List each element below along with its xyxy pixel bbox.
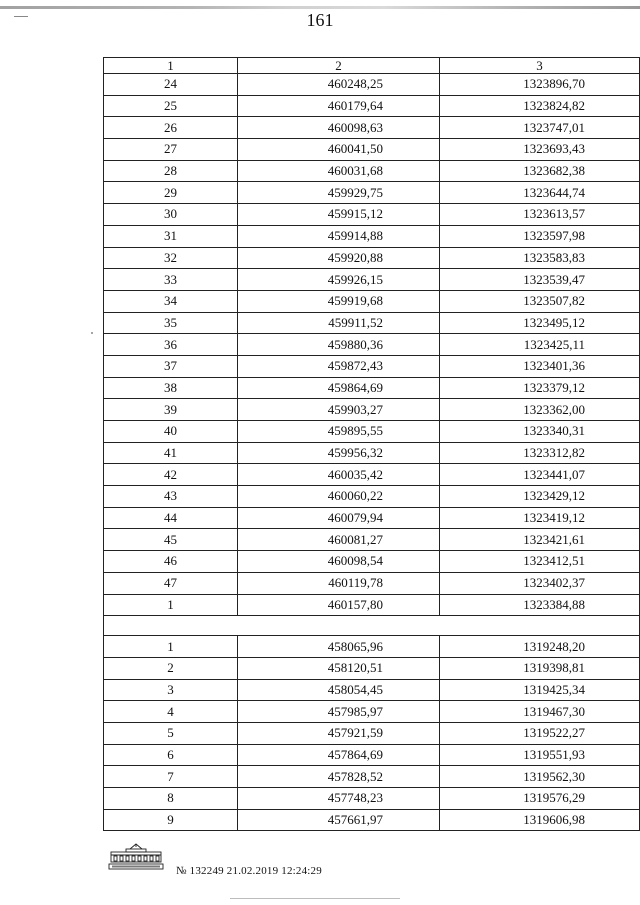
registry-building-stamp-icon [108, 843, 164, 871]
table-cell-col-2: 459920,88 [237, 247, 439, 269]
table-cell-col-2: 459911,52 [237, 312, 439, 334]
table-cell-col-3: 1323539,47 [439, 269, 639, 291]
table-row [104, 744, 640, 766]
table-row [104, 312, 640, 334]
table-row [104, 766, 640, 788]
table-cell-col-3: 1323312,82 [439, 442, 639, 464]
table-cell-col-1: 8 [104, 788, 238, 810]
table-cell-col-1: 42 [104, 464, 238, 486]
table-row [104, 355, 640, 377]
table-cell-col-3: 1323583,83 [439, 247, 639, 269]
table-row [104, 399, 640, 421]
table-cell-col-2: 457985,97 [237, 701, 439, 723]
header-col-2: 2 [237, 58, 439, 74]
table-cell-col-2: 457748,23 [237, 788, 439, 810]
table-cell-col-1: 2 [104, 657, 238, 679]
table-cell-col-2: 458065,96 [237, 636, 439, 658]
table-cell-col-2: 459864,69 [237, 377, 439, 399]
table-cell-col-3: 1323419,12 [439, 507, 639, 529]
table-cell-col-1: 45 [104, 529, 238, 551]
table-cell-col-3: 1323412,51 [439, 551, 639, 573]
table-row [104, 334, 640, 356]
table-cell-col-3: 1323597,98 [439, 225, 639, 247]
table-cell-col-3: 1323613,57 [439, 204, 639, 226]
table-cell-col-3: 1323402,37 [439, 572, 639, 594]
table-cell-col-3: 1323425,11 [439, 334, 639, 356]
table-cell-col-1: 46 [104, 551, 238, 573]
coordinates-table [103, 57, 640, 831]
table-cell-col-2: 460081,27 [237, 529, 439, 551]
table-cell-col-1: 24 [104, 74, 238, 96]
table-cell-col-2: 457921,59 [237, 722, 439, 744]
registration-stamp-text: № 132249 21.02.2019 12:24:29 [176, 865, 322, 877]
table-cell-col-1: 36 [104, 334, 238, 356]
table-row [104, 594, 640, 616]
table-header-row [104, 58, 640, 74]
table-row [104, 442, 640, 464]
table-cell-col-3: 1323429,12 [439, 486, 639, 508]
table-cell-col-3: 1323401,36 [439, 355, 639, 377]
table-cell-col-3: 1319425,34 [439, 679, 639, 701]
table-cell-col-2: 459903,27 [237, 399, 439, 421]
table-cell-col-3: 1319467,30 [439, 701, 639, 723]
table-cell-col-1: 4 [104, 701, 238, 723]
table-cell-col-3: 1323693,43 [439, 139, 639, 161]
table-cell-col-1: 5 [104, 722, 238, 744]
table-cell-col-3: 1323421,61 [439, 529, 639, 551]
page-number: 161 [306, 10, 334, 30]
table-separator-row [104, 616, 640, 636]
table-cell-col-2: 459895,55 [237, 421, 439, 443]
bottom-scan-edge [230, 898, 400, 899]
table-cell-col-3: 1323896,70 [439, 74, 639, 96]
table-row [104, 722, 640, 744]
table-cell-col-1: 27 [104, 139, 238, 161]
table-separator-cell [104, 616, 640, 636]
table-cell-col-1: 32 [104, 247, 238, 269]
table-row [104, 809, 640, 831]
table-cell-col-1: 26 [104, 117, 238, 139]
table-cell-col-3: 1319551,93 [439, 744, 639, 766]
table-row [104, 204, 640, 226]
table-row [104, 247, 640, 269]
table-cell-col-1: 43 [104, 486, 238, 508]
table-cell-col-1: 1 [104, 636, 238, 658]
scan-speck [91, 332, 93, 334]
table-row [104, 139, 640, 161]
table-cell-col-3: 1323824,82 [439, 95, 639, 117]
table-row [104, 657, 640, 679]
table-cell-col-1: 37 [104, 355, 238, 377]
table-cell-col-2: 460157,80 [237, 594, 439, 616]
table-cell-col-2: 460119,78 [237, 572, 439, 594]
table-cell-col-1: 9 [104, 809, 238, 831]
header-col-3: 3 [439, 58, 639, 74]
table-row [104, 182, 640, 204]
table-cell-col-2: 458054,45 [237, 679, 439, 701]
table-cell-col-3: 1323747,01 [439, 117, 639, 139]
table-cell-col-1: 35 [104, 312, 238, 334]
table-cell-col-1: 47 [104, 572, 238, 594]
table-row [104, 74, 640, 96]
table-cell-col-3: 1319398,81 [439, 657, 639, 679]
table-cell-col-2: 460098,63 [237, 117, 439, 139]
table-cell-col-3: 1323384,88 [439, 594, 639, 616]
table-cell-col-2: 460060,22 [237, 486, 439, 508]
table-row [104, 486, 640, 508]
table-cell-col-3: 1323507,82 [439, 290, 639, 312]
table-row [104, 551, 640, 573]
table-cell-col-2: 459915,12 [237, 204, 439, 226]
table-cell-col-2: 460031,68 [237, 160, 439, 182]
table-cell-col-1: 44 [104, 507, 238, 529]
header-col-1: 1 [104, 58, 238, 74]
table-cell-col-2: 457661,97 [237, 809, 439, 831]
table-cell-col-1: 1 [104, 594, 238, 616]
table-row [104, 507, 640, 529]
table-cell-col-3: 1319248,20 [439, 636, 639, 658]
table-cell-col-2: 459956,32 [237, 442, 439, 464]
table-cell-col-3: 1323495,12 [439, 312, 639, 334]
table-cell-col-1: 33 [104, 269, 238, 291]
table-cell-col-1: 34 [104, 290, 238, 312]
table-cell-col-2: 457828,52 [237, 766, 439, 788]
table-row [104, 117, 640, 139]
table-cell-col-1: 6 [104, 744, 238, 766]
table-cell-col-2: 460179,64 [237, 95, 439, 117]
table-cell-col-3: 1323379,12 [439, 377, 639, 399]
table-cell-col-2: 460035,42 [237, 464, 439, 486]
table-cell-col-1: 30 [104, 204, 238, 226]
table-cell-col-1: 28 [104, 160, 238, 182]
table-cell-col-1: 41 [104, 442, 238, 464]
table-cell-col-2: 459919,68 [237, 290, 439, 312]
table-row [104, 701, 640, 723]
table-cell-col-1: 3 [104, 679, 238, 701]
table-cell-col-3: 1323362,00 [439, 399, 639, 421]
table-cell-col-3: 1319562,30 [439, 766, 639, 788]
table-row [104, 421, 640, 443]
table-row [104, 464, 640, 486]
table-row [104, 572, 640, 594]
table-cell-col-2: 460041,50 [237, 139, 439, 161]
table-row [104, 529, 640, 551]
top-scan-edge [0, 6, 640, 9]
table-cell-col-2: 459880,36 [237, 334, 439, 356]
table-cell-col-2: 459872,43 [237, 355, 439, 377]
table-cell-col-2: 459929,75 [237, 182, 439, 204]
table-cell-col-2: 458120,51 [237, 657, 439, 679]
table-cell-col-1: 38 [104, 377, 238, 399]
table-row [104, 377, 640, 399]
table-cell-col-1: 29 [104, 182, 238, 204]
table-cell-col-3: 1319522,27 [439, 722, 639, 744]
table-cell-col-3: 1319576,29 [439, 788, 639, 810]
table-row [104, 788, 640, 810]
table-cell-col-2: 459926,15 [237, 269, 439, 291]
table-cell-col-1: 7 [104, 766, 238, 788]
table-cell-col-1: 31 [104, 225, 238, 247]
table-row [104, 290, 640, 312]
table-cell-col-1: 40 [104, 421, 238, 443]
table-row [104, 160, 640, 182]
table-cell-col-3: 1319606,98 [439, 809, 639, 831]
table-cell-col-2: 460248,25 [237, 74, 439, 96]
table-row [104, 636, 640, 658]
table-cell-col-2: 460098,54 [237, 551, 439, 573]
table-cell-col-3: 1323682,38 [439, 160, 639, 182]
table-row [104, 679, 640, 701]
table-cell-col-1: 25 [104, 95, 238, 117]
table-cell-col-3: 1323340,31 [439, 421, 639, 443]
table-cell-col-3: 1323644,74 [439, 182, 639, 204]
table-cell-col-2: 460079,94 [237, 507, 439, 529]
table-row [104, 95, 640, 117]
table-cell-col-2: 457864,69 [237, 744, 439, 766]
table-cell-col-3: 1323441,07 [439, 464, 639, 486]
table-cell-col-2: 459914,88 [237, 225, 439, 247]
table-cell-col-1: 39 [104, 399, 238, 421]
table-row [104, 225, 640, 247]
table-row [104, 269, 640, 291]
